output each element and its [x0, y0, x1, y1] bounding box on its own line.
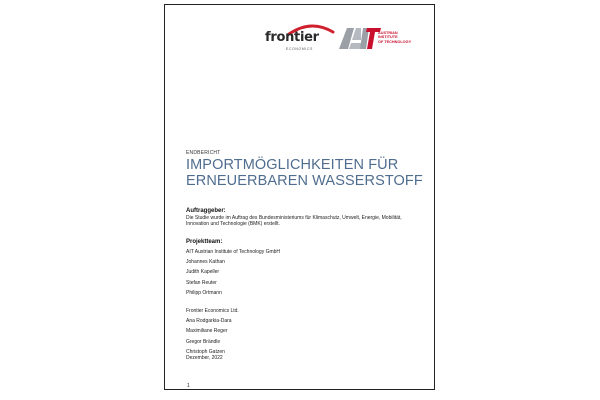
document-title [186, 157, 421, 189]
team-member: Gregor Brändle [186, 338, 221, 345]
team-member: AIT Austrian Institute of Technology GmbH [186, 249, 281, 255]
team-member: Ana Rodgarkia-Dara [186, 318, 232, 325]
document-page [164, 4, 435, 390]
team-member: Philipp Ortmann [186, 289, 222, 296]
frontier-subtitle: ECONOMICS [286, 47, 313, 51]
ait-logo [339, 27, 431, 51]
team-group-frontier [186, 306, 280, 357]
ait-mark-icon [339, 27, 383, 49]
frontier-wordmark: frontier [265, 30, 319, 45]
team-section [186, 239, 280, 357]
document-type: ENDBERICHT [186, 150, 221, 156]
client-text: Die Studie wurde im Auftrag des Bundesministeriums für Klimaschutz, Umwelt, Energie, Mobilität, Innovation und Technologie (BMK) erstellt. [186, 215, 402, 228]
page-number: 1 [187, 383, 190, 389]
frontier-logo [265, 23, 333, 55]
team-member: Frontier Economics Ltd. [186, 308, 239, 315]
team-member: Johannes Kathan [186, 259, 225, 266]
client-section [186, 208, 411, 228]
team-member: Judith Kapeller [186, 269, 220, 276]
client-label: Auftraggeber: [186, 208, 226, 214]
team-member: Maximiliane Reger [186, 328, 228, 335]
team-member: Stefan Reuter [186, 279, 217, 286]
ait-institute-name: AUSTRIAN INSTITUTE OF TECHNOLOGY [378, 31, 412, 44]
title-line: ERNEUERBAREN WASSERSTOFF [186, 173, 423, 189]
title-line: IMPORTMÖGLICHKEITEN FÜR [186, 157, 399, 173]
document-date: Dezember, 2022 [186, 355, 223, 361]
team-group-ait [186, 247, 280, 298]
team-label: Projektteam: [186, 239, 223, 245]
team-member: Christoph Gatzen [186, 348, 225, 355]
logo-bar [265, 23, 430, 55]
